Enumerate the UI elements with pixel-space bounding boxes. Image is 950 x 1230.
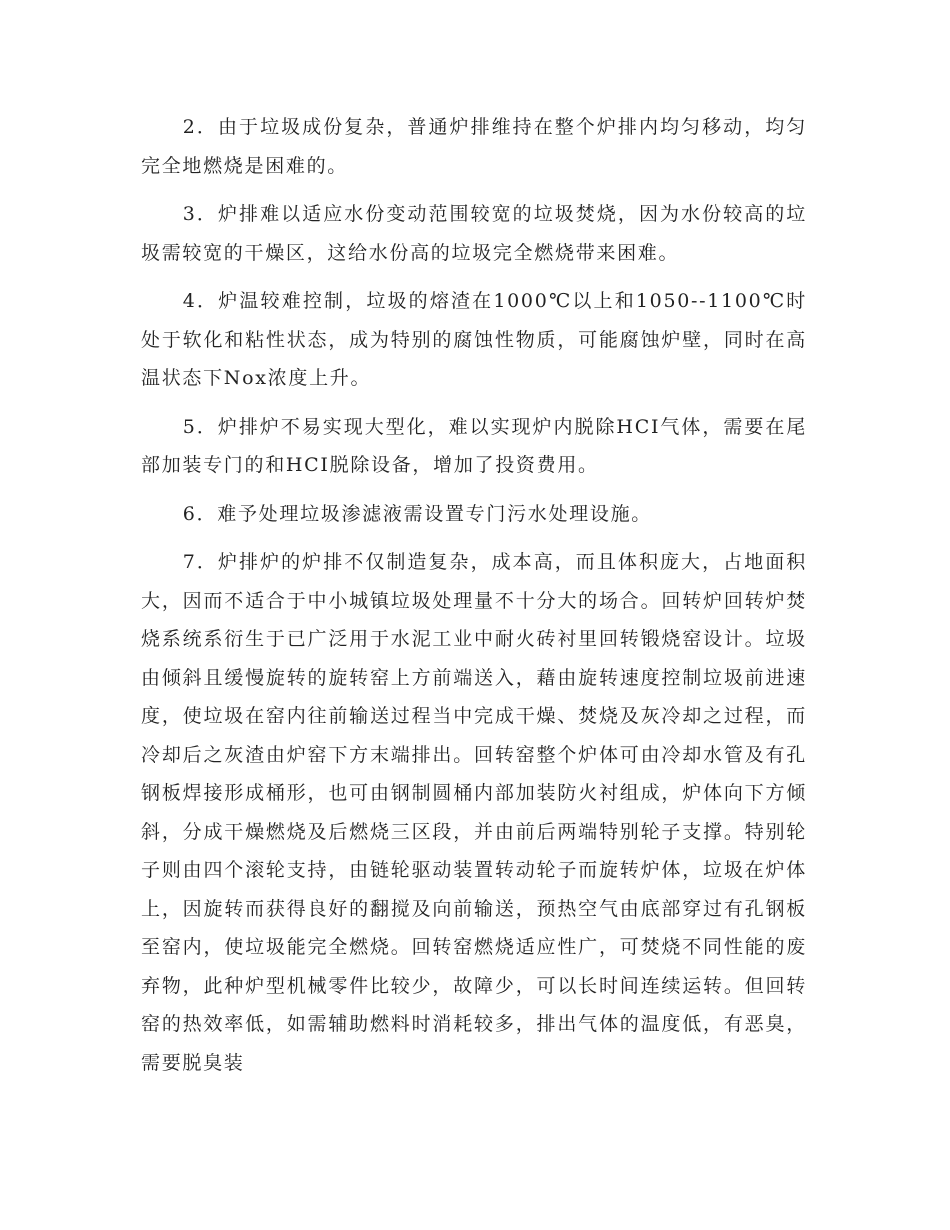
- paragraph-item-3: 3．炉排难以适应水份变动范围较宽的垃圾焚烧，因为水份较高的垃圾需较宽的干燥区，这给水份高的垃圾完全燃烧带来困难。: [141, 203, 807, 264]
- paragraph-item-7: 7．炉排炉的炉排不仅制造复杂，成本高，而且体积庞大，占地面积大，因而不适合于中小城镇垃圾处理量不十分大的场合。回转炉回转炉焚烧系统系衍生于已广泛用于水泥工业中耐火砖衬里回转锻烧窑设计。垃圾由倾斜且缓慢旋转的旋转窑上方前端送入，藉由旋转速度控制垃圾前进速度，使垃圾在窑内往前输送过程当中完成干燥、焚烧及灰冷却之过程，而冷却后之灰渣由炉窑下方末端排出。回转窑整个炉体可由冷却水管及有孔钢板焊接形成桶形，也可由钢制圆桶内部加装防火衬组成，炉体向下方倾斜，分成干燥燃烧及后燃烧三区段，并由前后两端特别轮子支撑。特别轮子则由四个滚轮支持，由链轮驱动装置转动轮子而旋转炉体，垃圾在炉体上，因旋转而获得良好的翻搅及向前输送，预热空气由底部穿过有孔钢板至窑内，使垃圾能完全燃烧。回转窑燃烧适应性广，可焚烧不同性能的废弃物，此种炉型机械零件比较少，故障少，可以长时间连续运转。但回转窑的热效率低，如需辅助燃料时消耗较多，排出气体的温度低，有恶臭，需要脱臭装: [141, 551, 807, 1074]
- document-body: [141, 108, 807, 1092]
- paragraph-item-2: 2．由于垃圾成份复杂，普通炉排维持在整个炉排内均匀移动，均匀完全地燃烧是困难的。: [141, 116, 807, 177]
- paragraph-item-6: 6．难予处理垃圾渗滤液需设置专门污水处理设施。: [182, 502, 652, 525]
- paragraph-item-5: 5．炉排炉不易实现大型化，难以实现炉内脱除HCI气体，需要在尾部加装专门的和HCI脱除设备，增加了投资费用。: [141, 415, 807, 476]
- paragraph-item-4: 4．炉温较难控制，垃圾的熔渣在1000℃以上和1050--1100℃时处于软化和粘性状态，成为特别的腐蚀性物质，可能腐蚀炉壁，同时在高温状态下Nox浓度上升。: [141, 290, 807, 389]
